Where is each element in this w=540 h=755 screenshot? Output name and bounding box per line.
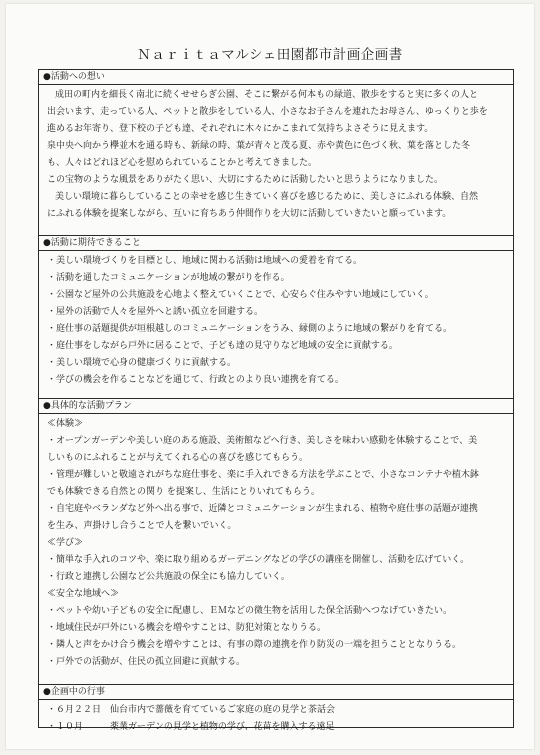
section-heading: ●企画中の行事	[39, 685, 513, 700]
event-item: ・１０月 薬業ガーデンの見学と植物の学び、花苗を購入する遠足	[47, 722, 335, 732]
section-events	[39, 684, 513, 732]
event-item: ・６月２２日 仙台市内で薔薇を育てているご家庭の庭の見学と茶話会	[47, 705, 336, 715]
list-item: ・公園など屋外の公共施設を心地よく整えていくことで、心安らぐ住みやすい地域にしていく。	[47, 290, 434, 300]
section-body	[39, 700, 513, 736]
list-item: ・地域住民が戸外にいる機会を増やすことは、防犯対策となりうる。	[47, 623, 327, 633]
section-expected	[39, 235, 513, 392]
subheading: ≪学び≫	[47, 538, 84, 548]
section-body	[39, 251, 513, 389]
list-item: ・屋外の活動で人々を屋外へと誘い孤立を回避する。	[47, 307, 264, 317]
list-item: ・オープンガーデンや美しい庭のある施設、美術館などへ行き、美しさを味わい感動を体験することで、美	[47, 436, 478, 446]
list-item: ・自宅庭やベランダなど外へ出る事で、近隣とコミュニケーションが生まれる、植物や庭仕事の話題が連携	[47, 504, 478, 514]
text-line: 泉中央へ向かう欅並木を通る時も、新緑の時、葉が青々と茂る夏、赤や黄色に色づく秋、葉を落とした冬	[47, 141, 471, 151]
list-item: ・ペットや幼い子どもの安全に配慮し、ＥＭなどの微生物を活用した保全活動へつなげていきたい。	[47, 606, 453, 616]
list-item: ・庭仕事の話題提供が垣根越しのコミュニケーションをうみ、縁側のように地域の繋がりを育てる。	[47, 324, 453, 334]
text-line: にふれる体験を提案しながら、互いに育ちあう仲間作りを大切に活動していきたいと願っています。	[47, 209, 452, 219]
section-body	[39, 85, 513, 223]
text-line: この宝物のような風景をありがたく思い、大切にするために活動したいと思うようになりました。	[47, 175, 444, 185]
text-line: も、人々はどれほど心を慰められていることかと考えてきました。	[47, 158, 318, 168]
list-item: ・美しい環境で心身の健康づくりに貢献する。	[47, 358, 237, 368]
section-heading: ●活動への想い	[39, 70, 513, 85]
subheading: ≪体験≫	[47, 419, 84, 429]
text-line: 美しい環境に暮らしていることの幸せを感じ生きていく喜びを感じるために、美しさにふれる体験、自然	[55, 192, 479, 202]
text-line: 進めるお年寄り、登下校の子ども達、それぞれに木々にかこまれて気持ちよさそうに見えます。	[47, 124, 434, 134]
list-item: しいものにふれることが与えてくれる心の喜びを感じてもらう。	[47, 453, 309, 463]
list-item: ・活動を通したコミュニケーションが地域の繋がりを作る。	[47, 273, 290, 283]
section-heading: ●具体的な活動プラン	[39, 399, 513, 414]
text-line: 出会います、走っている人、ペットと散歩をしている人、小さなお子さんを連れたお母さん、ゆっくりと歩を	[47, 107, 488, 117]
document-title: Ｎａｒｉｔａマルシェ田園都市計画企画書	[137, 47, 403, 63]
list-item: を生み、声掛けし合うことで人を繋いでいく。	[47, 521, 237, 531]
list-item: ・隣人と声をかけ合う機会を増やすことは、有事の際の連携を作り防災の一端を担うこととなりうる。	[47, 640, 462, 650]
text-line: 成田の町内を細長く南北に続くせせらぎ公園、そこに繋がる何本もの緑道、散歩をすると実に多くの人と	[55, 90, 479, 100]
list-item: でも体験できる自然との関り を提案し、生活にとりいれてもらう。	[47, 487, 320, 497]
section-plan	[39, 398, 513, 682]
section-thoughts	[39, 70, 513, 230]
subheading: ≪安全な地域へ≫	[47, 589, 120, 599]
list-item: ・簡単な手入れのコツや、楽に取り組めるガーデニングなどの学びの講座を開催し、活動を広げていく。	[47, 555, 470, 565]
list-item: ・行政と連携し公園など公共施設の保全にも協力していく。	[47, 572, 290, 582]
list-item: ・戸外での活動が、住民の孤立回避に貢献する。	[47, 657, 246, 667]
proposal-table	[38, 69, 514, 732]
list-item: ・管理が難しいと敬遠されがちな庭仕事を、楽に手入れできる方法を学ぶことで、小さなコンテナや植木鉢	[47, 470, 479, 480]
list-item: ・美しい環境づくりを目標とし、地域に関わる活動は地域への愛着を育てる。	[47, 256, 363, 266]
section-body	[39, 414, 513, 671]
list-item: ・庭仕事をしながら戸外に居ることで、子ども達の見守りなど地域の安全に貢献する。	[47, 341, 398, 351]
list-item: ・学びの機会を作ることなどを通じて、行政とのより良い連携を育てる。	[47, 375, 344, 385]
document-page	[6, 4, 534, 749]
section-heading: ●活動に期待できること	[39, 236, 513, 251]
